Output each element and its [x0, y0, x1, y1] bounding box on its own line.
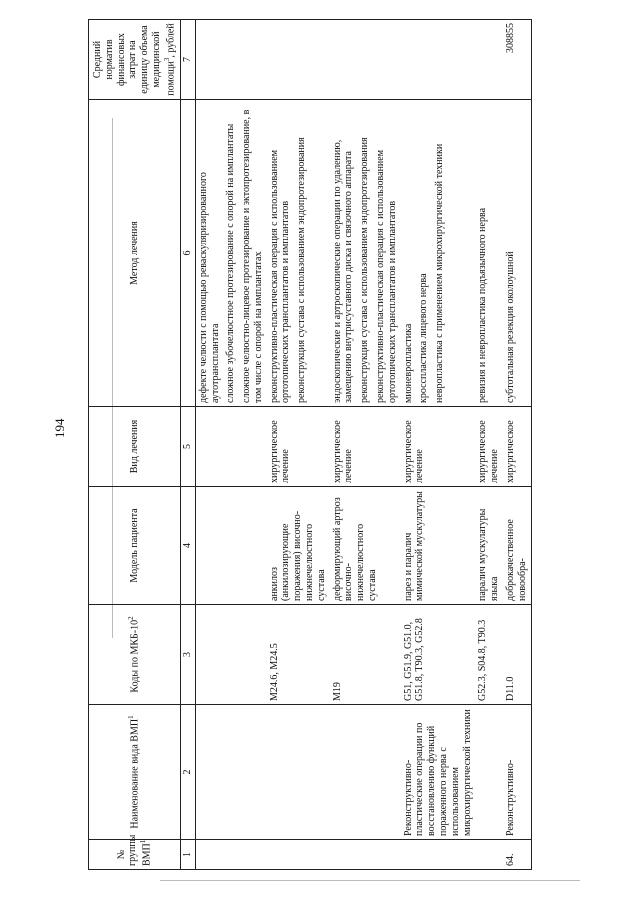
- column-number: 6: [180, 100, 195, 407]
- header-patient-model: Модель пациента: [89, 487, 181, 605]
- table-row: [401, 20, 476, 870]
- patient-model-cell: парез и паралич мимической мускулатуры: [401, 487, 476, 605]
- patient-model-cell: [195, 487, 266, 605]
- treatment-method-item: кросспластика лицевого нерва: [418, 273, 430, 403]
- group-number-cell: [475, 840, 503, 870]
- treatment-method-item: реконструктивно-пластическая операция с использованием ортотопических трансплантатов и имплантатов: [375, 149, 398, 403]
- icd-codes-cell: [195, 605, 266, 705]
- cost-norm-cell: [330, 20, 401, 100]
- group-number-cell: 64.: [503, 840, 531, 870]
- group-number-cell: [401, 840, 476, 870]
- patient-model-cell: деформирующий артроз височно-нижнечелюстного сустава: [330, 487, 401, 605]
- icd-codes-cell: M24.6, M24.5: [267, 605, 330, 705]
- vmp-name-cell: Реконструктивно-пластические операции по восстановлению функций пораженного нерва с использованием микрохирургической техники: [401, 705, 476, 840]
- treatment-type-cell: хирургическое: [503, 407, 531, 487]
- table-row: [267, 20, 330, 870]
- icd-codes-cell: M19: [330, 605, 401, 705]
- treatment-type-cell: [195, 407, 266, 487]
- treatment-method-item: эндоскопические и артроскопические операции по удалению, замещению внутрисуставного диска и связочного аппарата: [331, 139, 355, 403]
- column-number: 3: [180, 605, 195, 705]
- group-number-cell: [195, 840, 266, 870]
- vmp-name-cell: [475, 705, 503, 840]
- column-number: 7: [180, 20, 195, 100]
- cost-norm-cell: 308855: [503, 20, 531, 100]
- patient-model-cell: паралич мускулатуры языка: [475, 487, 503, 605]
- vmp-name-cell: [330, 705, 401, 840]
- group-number-cell: [267, 840, 330, 870]
- cost-norm-cell: [267, 20, 330, 100]
- table-body: [195, 20, 531, 870]
- icd-codes-cell: G52.3, S04.8, T90.3: [475, 605, 503, 705]
- treatment-method-item: дефекте челюсти с помощью реваскуляризированного аутотрансплантата: [197, 172, 221, 403]
- header-icd-codes: Коды по МКБ-$10^2$: [89, 605, 181, 705]
- table-header-row: [89, 20, 181, 870]
- treatment-type-cell: хирургическое лечение: [401, 407, 476, 487]
- treatment-method-item: субтотальная резекция околоушной: [505, 251, 517, 403]
- treatment-method-cell: [267, 100, 330, 407]
- icd-codes-cell: G51, G51.9, G51.0, G51.8, T90.3, G52.8: [401, 605, 476, 705]
- treatment-method-item: сложное челюстно-лицевое протезирование и эктопротезирование, в том числе с опорой на имплантатах: [241, 109, 264, 403]
- treatment-method-cell: [195, 100, 266, 407]
- header-group-number: № группы ВМП$^1$: [89, 840, 181, 870]
- column-number-row: [180, 20, 195, 870]
- treatment-method-item: реконструкция сустава с использованием эндопротезирования: [359, 137, 371, 403]
- header-cost-norm: Средний норматив финансовых затрат на единицу объема медицинской помощи$^3$, рублей: [89, 20, 181, 100]
- patient-model-cell: анкилоз (анкилозирующие поражения) височно-нижнечелюстного сустава: [267, 487, 330, 605]
- vmp-name-cell: Реконструктивно-: [503, 705, 531, 840]
- vmp-name-cell: [195, 705, 266, 840]
- column-number: 2: [180, 705, 195, 840]
- vmp-table: [88, 19, 532, 870]
- vmp-name-cell: [267, 705, 330, 840]
- group-number-cell: [330, 840, 401, 870]
- treatment-type-cell: хирургическое лечение: [475, 407, 503, 487]
- column-number: 4: [180, 487, 195, 605]
- treatment-method-item: мионевропластика: [402, 323, 414, 403]
- column-number: 5: [180, 407, 195, 487]
- page-number: 194: [52, 418, 67, 438]
- treatment-method-cell: [475, 100, 503, 407]
- rotated-table-container: [88, 20, 608, 870]
- header-vmp-name: Наименование вида ВМП$^1$: [89, 705, 181, 840]
- treatment-method-item: ревизия и невропластика подъязычного нерва: [477, 207, 489, 403]
- treatment-method-cell: [330, 100, 401, 407]
- table-row: [330, 20, 401, 870]
- table-row: [475, 20, 503, 870]
- cost-norm-cell: [401, 20, 476, 100]
- header-treatment-type: Вид лечения: [89, 407, 181, 487]
- cost-norm-cell: [195, 20, 266, 100]
- treatment-method-cell: [401, 100, 476, 407]
- table-row: [195, 20, 266, 870]
- cost-norm-cell: [475, 20, 503, 100]
- treatment-method-item: реконструкция сустава с использованием эндопротезирования: [296, 137, 308, 403]
- treatment-method-item: сложное зубочелюстное протезирование с опорой на имплантаты: [225, 123, 237, 403]
- treatment-type-cell: хирургическое лечение: [330, 407, 401, 487]
- treatment-method-item: реконструктивно-пластическая операция с использованием ортотопических трансплантатов и имплантатов: [268, 149, 292, 403]
- scan-margin-line-bottom: [160, 880, 580, 881]
- treatment-method-cell: [503, 100, 531, 407]
- header-treatment-method: Метод лечения: [89, 100, 181, 407]
- column-number: 1: [180, 840, 195, 870]
- treatment-method-item: невропластика с применением микрохирургической техники: [434, 143, 446, 403]
- table-row: [503, 20, 531, 870]
- patient-model-cell: доброкачественное новообра-: [503, 487, 531, 605]
- icd-codes-cell: D11.0: [503, 605, 531, 705]
- treatment-type-cell: хирургическое лечение: [267, 407, 330, 487]
